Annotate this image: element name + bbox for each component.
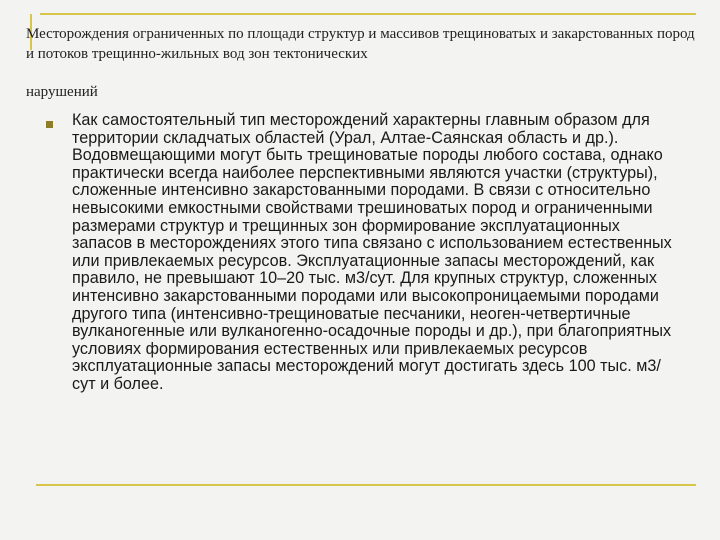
frame-bottom-line — [36, 484, 696, 486]
square-bullet-icon — [46, 121, 53, 128]
frame-top-line — [40, 13, 696, 15]
slide-title-tail: нарушений — [26, 84, 98, 100]
slide-title-main: Месторождения ограниченных по площади структур и массивов трещиноватых и закарстованных пород и потоков трещинно-жильных вод зон тектонических — [26, 26, 695, 62]
body-paragraph: Как самостоятельный тип месторождений характерны главным образом для территории складчатых областей (Урал, Алтае-Саянская область и др.). Водовмещающими могут быть трещиноватые породы любого состава, однако практически всегда наиболее перспективными являются участки (структуры), сложенные интенсивно закарстованными породами. В связи с относительно невысокими емкостными свойствами трешиноватых пород и ограниченными размерами структур и трещинных зон формирование эксплуатационных запасов в месторождениях этого типа связано с использованием естественных или привлекаемых ресурсов. Эксплуатационные запасы месторождений, как правило, не превышают 10–20 тыс. м3/сут. Для крупных структур, сложенных интенсивно закарстованными породами или высокопроницаемыми породами другого типа (интенсивно-трещиноватые песчаники, неоген-четвертичные вулканогенные или вулканогенно-осадочные породы и др.), при благоприятных условиях формирования естественных или привлекаемых ресурсов эксплуатационные запасы месторождений могут достигать здесь 100 тыс. м3/сут и более. — [72, 111, 672, 393]
slide-title — [26, 24, 696, 102]
